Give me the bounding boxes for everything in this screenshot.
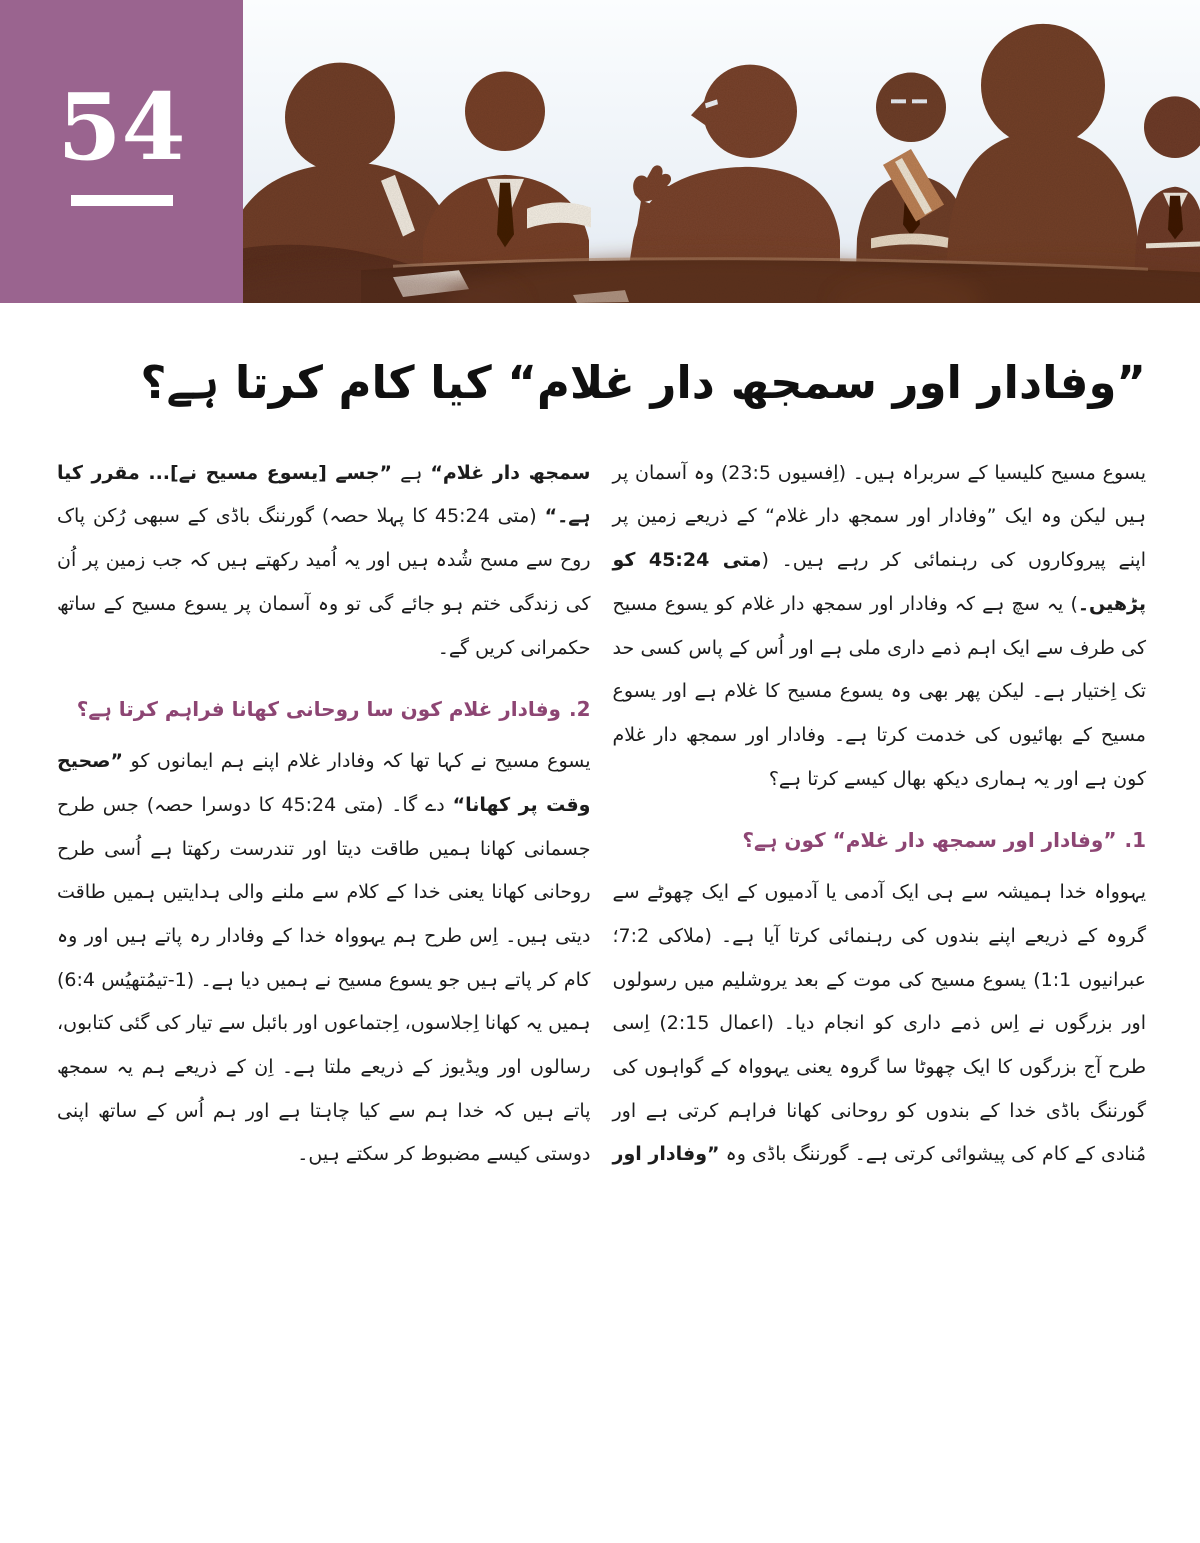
paragraph: یسوع مسیح کلیسیا کے سربراہ ہیں۔ (اِفسیوں 23:5) وہ آسمان پر ہیں لیکن وہ ایک ”وفادار اور سمجھ دار غلام“ کے ذریعے زمین پر اپنے پیروکاروں کی رہنمائی کر رہے ہیں۔ (متی 45:24 کو پڑھیں۔) یہ سچ ہے کہ وفادار اور سمجھ دار غلام کو یسوع مسیح کی طرف سے ایک اہم ذمے داری ملی ہے اور اُس کے پاس کسی حد تک اِختیار ہے۔ لیکن پھر بھی وہ یسوع مسیح کا غلام ہے اور یسوع مسیح کے بھائیوں کی خدمت کرتا ہے۔ وفادار اور سمجھ دار غلام کون ہے اور یہ ہماری دیکھ بھال کیسے کرتا ہے؟: [612, 461, 1146, 790]
hero-band: [0, 0, 1200, 303]
question-number: 1.: [1124, 828, 1146, 853]
page-title: ”وفادار اور سمجھ دار غلام“ کیا کام کرتا ہے؟: [140, 356, 1146, 409]
paragraph: یسوع مسیح نے کہا تھا کہ وفادار غلام اپنے ہم ایمانوں کو ”صحیح وقت پر کھانا“ دے گا۔ (متی 45:24 کا دوسرا حصہ) جس طرح جسمانی کھانا ہمیں طاقت دیتا اور تندرست رکھتا ہے اُسی طرح روحانی کھانا یعنی خدا کے کلام سے ملنے والی ہدایتیں ہمیں طاقت دیتی ہیں۔ اِس طرح ہم یہوواہ خدا کے وفادار رہ پاتے ہیں اور وہ کام کر پاتے ہیں جو یسوع مسیح نے ہمیں دیا ہے۔ (1-تیمُتھیُس 6:4) ہمیں یہ کھانا اِجلاسوں، اِجتماعوں اور بائبل سے تیار کی گئی کتابوں، رسالوں اور ویڈیوز کے ذریعے ملتا ہے۔ اِن کے ذریعے ہم یہ سمجھ پاتے ہیں کہ خدا ہم سے کیا چاہتا ہے اور ہم اُس کے ساتھ اپنی دوستی کیسے مضبوط کر سکتے ہیں۔: [57, 750, 591, 1166]
chapter-badge: [0, 0, 243, 303]
meeting-illustration-svg: [243, 0, 1200, 303]
question-number: 2.: [568, 697, 591, 722]
question-text: وفادار غلام کون سا روحانی کھانا فراہم کرتا ہے؟: [76, 697, 561, 722]
meeting-illustration: [243, 0, 1200, 303]
article: [0, 353, 1200, 1183]
chapter-number: 54: [57, 73, 186, 181]
question-text: ”وفادار اور سمجھ دار غلام“ کون ہے؟: [742, 828, 1117, 853]
paragraph: یہوواہ خدا ہمیشہ سے ہی ایک آدمی یا آدمیوں کے ایک چھوٹے سے گروہ کے ذریعے اپنے بندوں کی رہنمائی کرتا آیا ہے۔ (ملاکی 7:2؛ عبرانیوں 1:1) یسوع مسیح کی موت کے بعد یروشلیم میں رسولوں اور بزرگوں نے اِس ذمے داری کو انجام دیا۔ (اعمال 2:15) اِسی طرح آج بزرگوں کا ایک چھوٹا سا گروہ یعنی یہوواہ کے گواہوں کی گورننگ باڈی خدا کے بندوں کو روحانی کھانا فراہم کرتی ہے اور مُنادی کے کام کی پیشوائی کرتی ہے۔ گورننگ باڈی وہ ”وفادار اور سمجھ دار غلام“ ہے ”جسے [یسوع مسیح نے]... مقرر کیا ہے۔“ (متی 45:24 کا پہلا حصہ) گورننگ باڈی کے سبھی رُکن پاک روح سے مسح شُدہ ہیں اور یہ اُمید رکھتے ہیں کہ جب زمین پر اُن کی زندگی ختم ہو جائے گی تو وہ آسمان پر یسوع مسیح کے ساتھ حکمرانی کریں گے۔: [57, 461, 1147, 1166]
chapter-underline: [71, 195, 173, 206]
question-heading-1: [613, 821, 1147, 859]
article-columns: [57, 452, 1146, 1183]
question-heading-2: [57, 690, 591, 728]
